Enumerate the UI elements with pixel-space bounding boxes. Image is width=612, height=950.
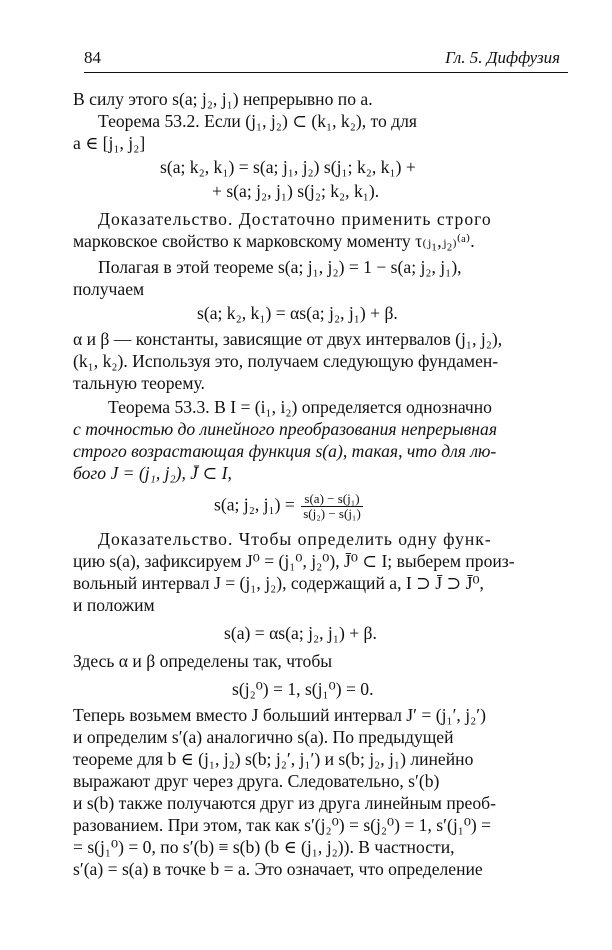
text-line: и s(b) также получаются друг из друга линейным преоб- [73,793,496,813]
formula-line: + s(a; j₂, j₁) s(j₂; k₂, k₁). [212,181,380,201]
text-line: строго возрастающая функция s(a), такая, что для лю- [73,441,497,461]
text-line: выражают друг через друга. Следовательно, s′(b) [73,771,440,791]
text-line: s′(a) = s(a) в точке b = a. Это означает, что определение [73,859,483,879]
text-line: бого J = (j₁, j₂), J̄ ⊂ I, [73,463,232,483]
text-line: a ∈ [j₁, j₂] [73,133,146,153]
text-line: и определим s′(a) аналогично s(a). По предыдущей [73,727,454,747]
theorem-53-2-heading: Теорема 53.2. Если (j₁, j₂) ⊂ (k₁, k₂), то для [98,111,417,131]
text-line: Полагая в этой теореме s(a; j₁, j₂) = 1 − s(a; j₂, j₁), [98,257,462,277]
text-line: теореме для b ∈ (j₁, j₂) s(b; j₂′, j₁′) и s(b; j₂, j₁) линейно [73,749,474,769]
formula-line: s(j₂⁰) = 1, s(j₁⁰) = 0. [232,679,374,699]
text-line: и положим [73,595,155,615]
text-line: Здесь α и β определены так, чтобы [73,651,333,671]
fraction-formula [214,492,363,521]
text-line: цию s(a), зафиксируем J⁰ = (j₁⁰, j₂⁰), J̄⁰ ⊂ I; выберем произ- [73,551,515,571]
text-line: Теперь возьмем вместо J больший интервал J′ = (j₁′, j₂′) [73,705,486,725]
text-line: тальную теорему. [73,373,205,393]
formula-line: s(a; k₂, k₁) = αs(a; j₂, j₁) + β. [197,303,398,323]
text-line: разованием. При этом, так как s′(j₂⁰) = s(j₂⁰) = 1, s′(j₁⁰) = [73,815,492,835]
fraction-denominator: s(j₂) − s(j₁) [303,506,361,521]
formula-lhs: s(a; j₂, j₁) = [214,494,295,515]
formula-line: s(a; k₂, k₁) = s(a; j₁, j₂) s(j₁; k₂, k₁) + [160,157,416,177]
fraction [301,492,363,521]
text-line: марковское свойство к марковскому моменту τ₍ⱼ₁,ⱼ₂₎⁽ᵃ⁾. [73,231,475,251]
fraction-numerator: s(a) − s(j₁) [301,492,363,507]
text-line: α и β — константы, зависящие от двух интервалов (j₁, j₂), [73,329,503,349]
formula-line: s(a) = αs(a; j₂, j₁) + β. [224,623,377,643]
running-title: Гл. 5. Диффузия [445,48,560,67]
text-line: В силу этого s(a; j₂, j₁) непрерывно по a. [73,89,373,109]
text-line: получаем [73,279,145,299]
text-line: (k₁, k₂). Используя это, получаем следующую фундамен- [73,351,499,371]
proof-heading: Доказательство. Достаточно применить строго [98,209,492,229]
proof-heading: Доказательство. Чтобы определить одну функ- [98,529,492,549]
text-line: = s(j₁⁰) = 0, по s′(b) ≡ s(b) (b ∈ (j₁, j₂)). В частности, [73,837,455,857]
theorem-53-3-heading: Теорема 53.3. В I = (i₁, i₂) определяется однозначно [108,397,492,417]
text-line: вольный интервал J = (j₁, j₂), содержащий a, I ⊃ J̄ ⊃ J̄⁰, [73,573,484,593]
page-number: 84 [84,48,101,67]
running-head [84,46,568,73]
text-line: с точностью до линейного преобразования непрерывная [73,419,497,439]
